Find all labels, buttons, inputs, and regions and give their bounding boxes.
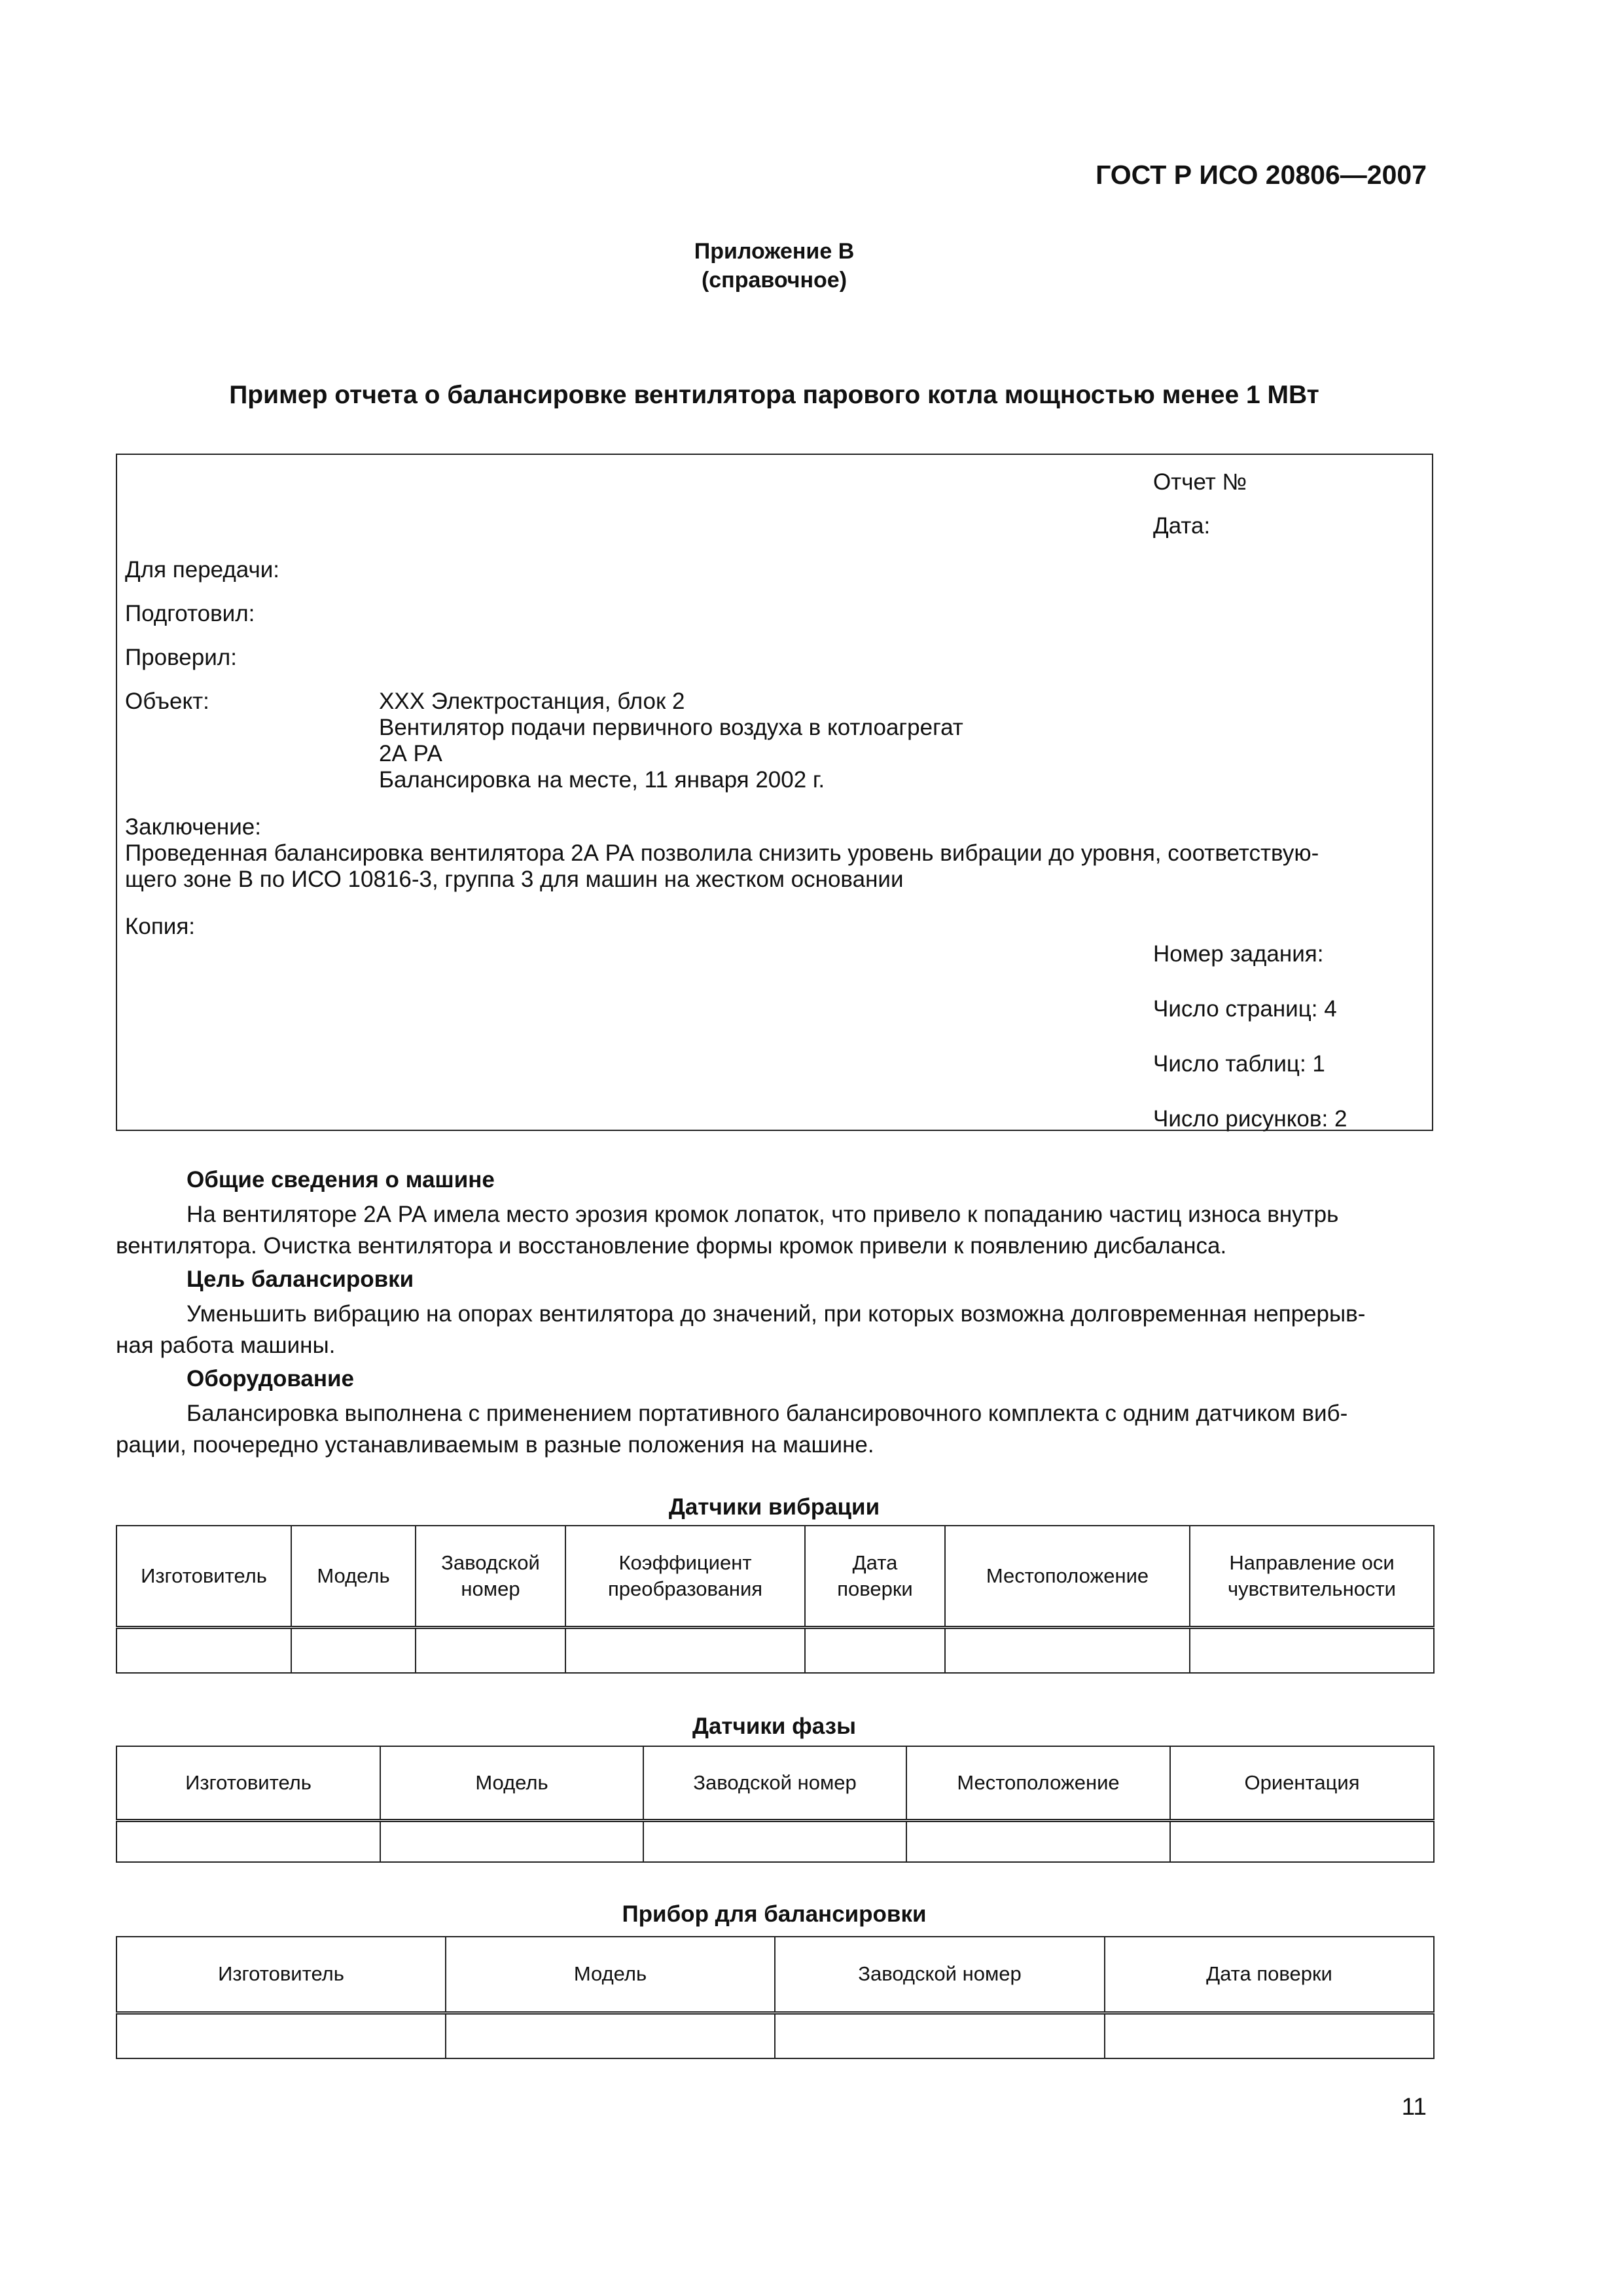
standard-number: ГОСТ Р ИСО 20806—2007 bbox=[1096, 160, 1427, 190]
object-line: Балансировка на месте, 11 января 2002 г. bbox=[379, 767, 825, 793]
column-header: Ориентация bbox=[1170, 1746, 1434, 1820]
column-header: Местоположение bbox=[906, 1746, 1170, 1820]
task-number-label: Номер задания: bbox=[1153, 941, 1324, 967]
object-line: 2А РА bbox=[379, 741, 442, 766]
column-header: Изготовитель bbox=[116, 1526, 291, 1627]
appendix-heading bbox=[0, 237, 1548, 295]
figures-count: Число рисунков: 2 bbox=[1153, 1106, 1347, 1132]
conclusion-label: Заключение: bbox=[125, 814, 261, 840]
table-header-row bbox=[116, 1937, 1434, 2013]
checked-by-label: Проверил: bbox=[125, 645, 237, 670]
column-header: Дата поверки bbox=[805, 1526, 945, 1627]
column-header: Дата поверки bbox=[1105, 1937, 1434, 2013]
column-header: Изготовитель bbox=[116, 1746, 380, 1820]
table-cell bbox=[1170, 1820, 1434, 1862]
prepared-by-label: Подготовил: bbox=[125, 601, 255, 626]
table-cell bbox=[416, 1627, 565, 1673]
table-caption-vibration: Датчики вибрации bbox=[668, 1494, 880, 1520]
column-header: Направление оси чувствительности bbox=[1190, 1526, 1434, 1627]
report-box bbox=[116, 454, 1433, 1131]
pages-count: Число страниц: 4 bbox=[1153, 996, 1337, 1022]
phase-sensors-table bbox=[116, 1746, 1435, 1863]
table-header-row bbox=[116, 1526, 1434, 1627]
conclusion-text: Проведенная балансировка вентилятора 2А РА позволила снизить уровень вибрации до уровня, соответствую- bbox=[125, 840, 1319, 866]
copy-label: Копия: bbox=[125, 914, 196, 939]
table-row bbox=[116, 1820, 1434, 1862]
object-label: Объект: bbox=[125, 689, 209, 714]
column-header: Модель bbox=[291, 1526, 416, 1627]
table-cell bbox=[116, 1627, 291, 1673]
for-transfer-label: Для передачи: bbox=[125, 557, 280, 583]
table-row bbox=[116, 2013, 1434, 2058]
table-cell bbox=[291, 1627, 416, 1673]
table-caption-instrument: Прибор для балансировки bbox=[622, 1901, 927, 1927]
object-line: XXX Электростанция, блок 2 bbox=[379, 689, 685, 714]
document-title: Пример отчета о балансировке вентилятора парового котла мощностью менее 1 МВт bbox=[229, 381, 1319, 409]
table-cell bbox=[805, 1627, 945, 1673]
section-title-equipment: Оборудование bbox=[187, 1366, 354, 1391]
table-cell bbox=[945, 1627, 1190, 1673]
report-date-label: Дата: bbox=[1153, 513, 1211, 539]
table-cell bbox=[1190, 1627, 1434, 1673]
section-text-general: На вентиляторе 2А РА имела место эрозия кромок лопаток, что привело к попаданию частиц износа внутрь вентилятора. Очистка вентилятора и восстановление формы кромок привели к появлению дисбаланса. bbox=[116, 1202, 1339, 1259]
tables-count: Число таблиц: 1 bbox=[1153, 1051, 1325, 1077]
table-cell bbox=[775, 2013, 1105, 2058]
table-cell bbox=[446, 2013, 775, 2058]
column-header: Модель bbox=[446, 1937, 775, 2013]
column-header: Заводской номер bbox=[643, 1746, 906, 1820]
appendix-title: Приложение В bbox=[694, 239, 855, 264]
page-number: 11 bbox=[1401, 2093, 1427, 2120]
balancing-instrument-table bbox=[116, 1936, 1435, 2059]
column-header: Заводской номер bbox=[775, 1937, 1105, 2013]
section-title-general: Общие сведения о машине bbox=[187, 1167, 495, 1193]
section-text-goal: Уменьшить вибрацию на опорах вентилятора до значений, при которых возможна долговременная непрерыв- ная работа машины. bbox=[116, 1301, 1366, 1358]
table-header-row bbox=[116, 1746, 1434, 1820]
table-cell bbox=[906, 1820, 1170, 1862]
table-caption-phase: Датчики фазы bbox=[692, 1713, 856, 1739]
section-title-goal: Цель балансировки bbox=[187, 1266, 414, 1292]
table-cell bbox=[565, 1627, 805, 1673]
table-cell bbox=[116, 1820, 380, 1862]
vibration-sensors-table bbox=[116, 1525, 1435, 1674]
object-line: Вентилятор подачи первичного воздуха в котлоагрегат bbox=[379, 715, 963, 740]
column-header: Модель bbox=[380, 1746, 643, 1820]
column-header: Изготовитель bbox=[116, 1937, 446, 2013]
appendix-subtitle: (справочное) bbox=[701, 268, 847, 293]
section-text-equipment: Балансировка выполнена с применением портативного балансировочного комплекта с одним датчиком виб- рации, поочередно устанавливаемым в разные положения на машине. bbox=[116, 1401, 1348, 1458]
column-header: Заводской номер bbox=[416, 1526, 565, 1627]
table-cell bbox=[1105, 2013, 1434, 2058]
table-cell bbox=[380, 1820, 643, 1862]
conclusion-text: щего зоне В по ИСО 10816-3, группа 3 для машин на жестком основании bbox=[125, 867, 904, 892]
table-cell bbox=[643, 1820, 906, 1862]
table-cell bbox=[116, 2013, 446, 2058]
column-header: Местоположение bbox=[945, 1526, 1190, 1627]
column-header: Коэффициент преобразования bbox=[565, 1526, 805, 1627]
table-row bbox=[116, 1627, 1434, 1673]
report-number-label: Отчет № bbox=[1153, 469, 1247, 495]
